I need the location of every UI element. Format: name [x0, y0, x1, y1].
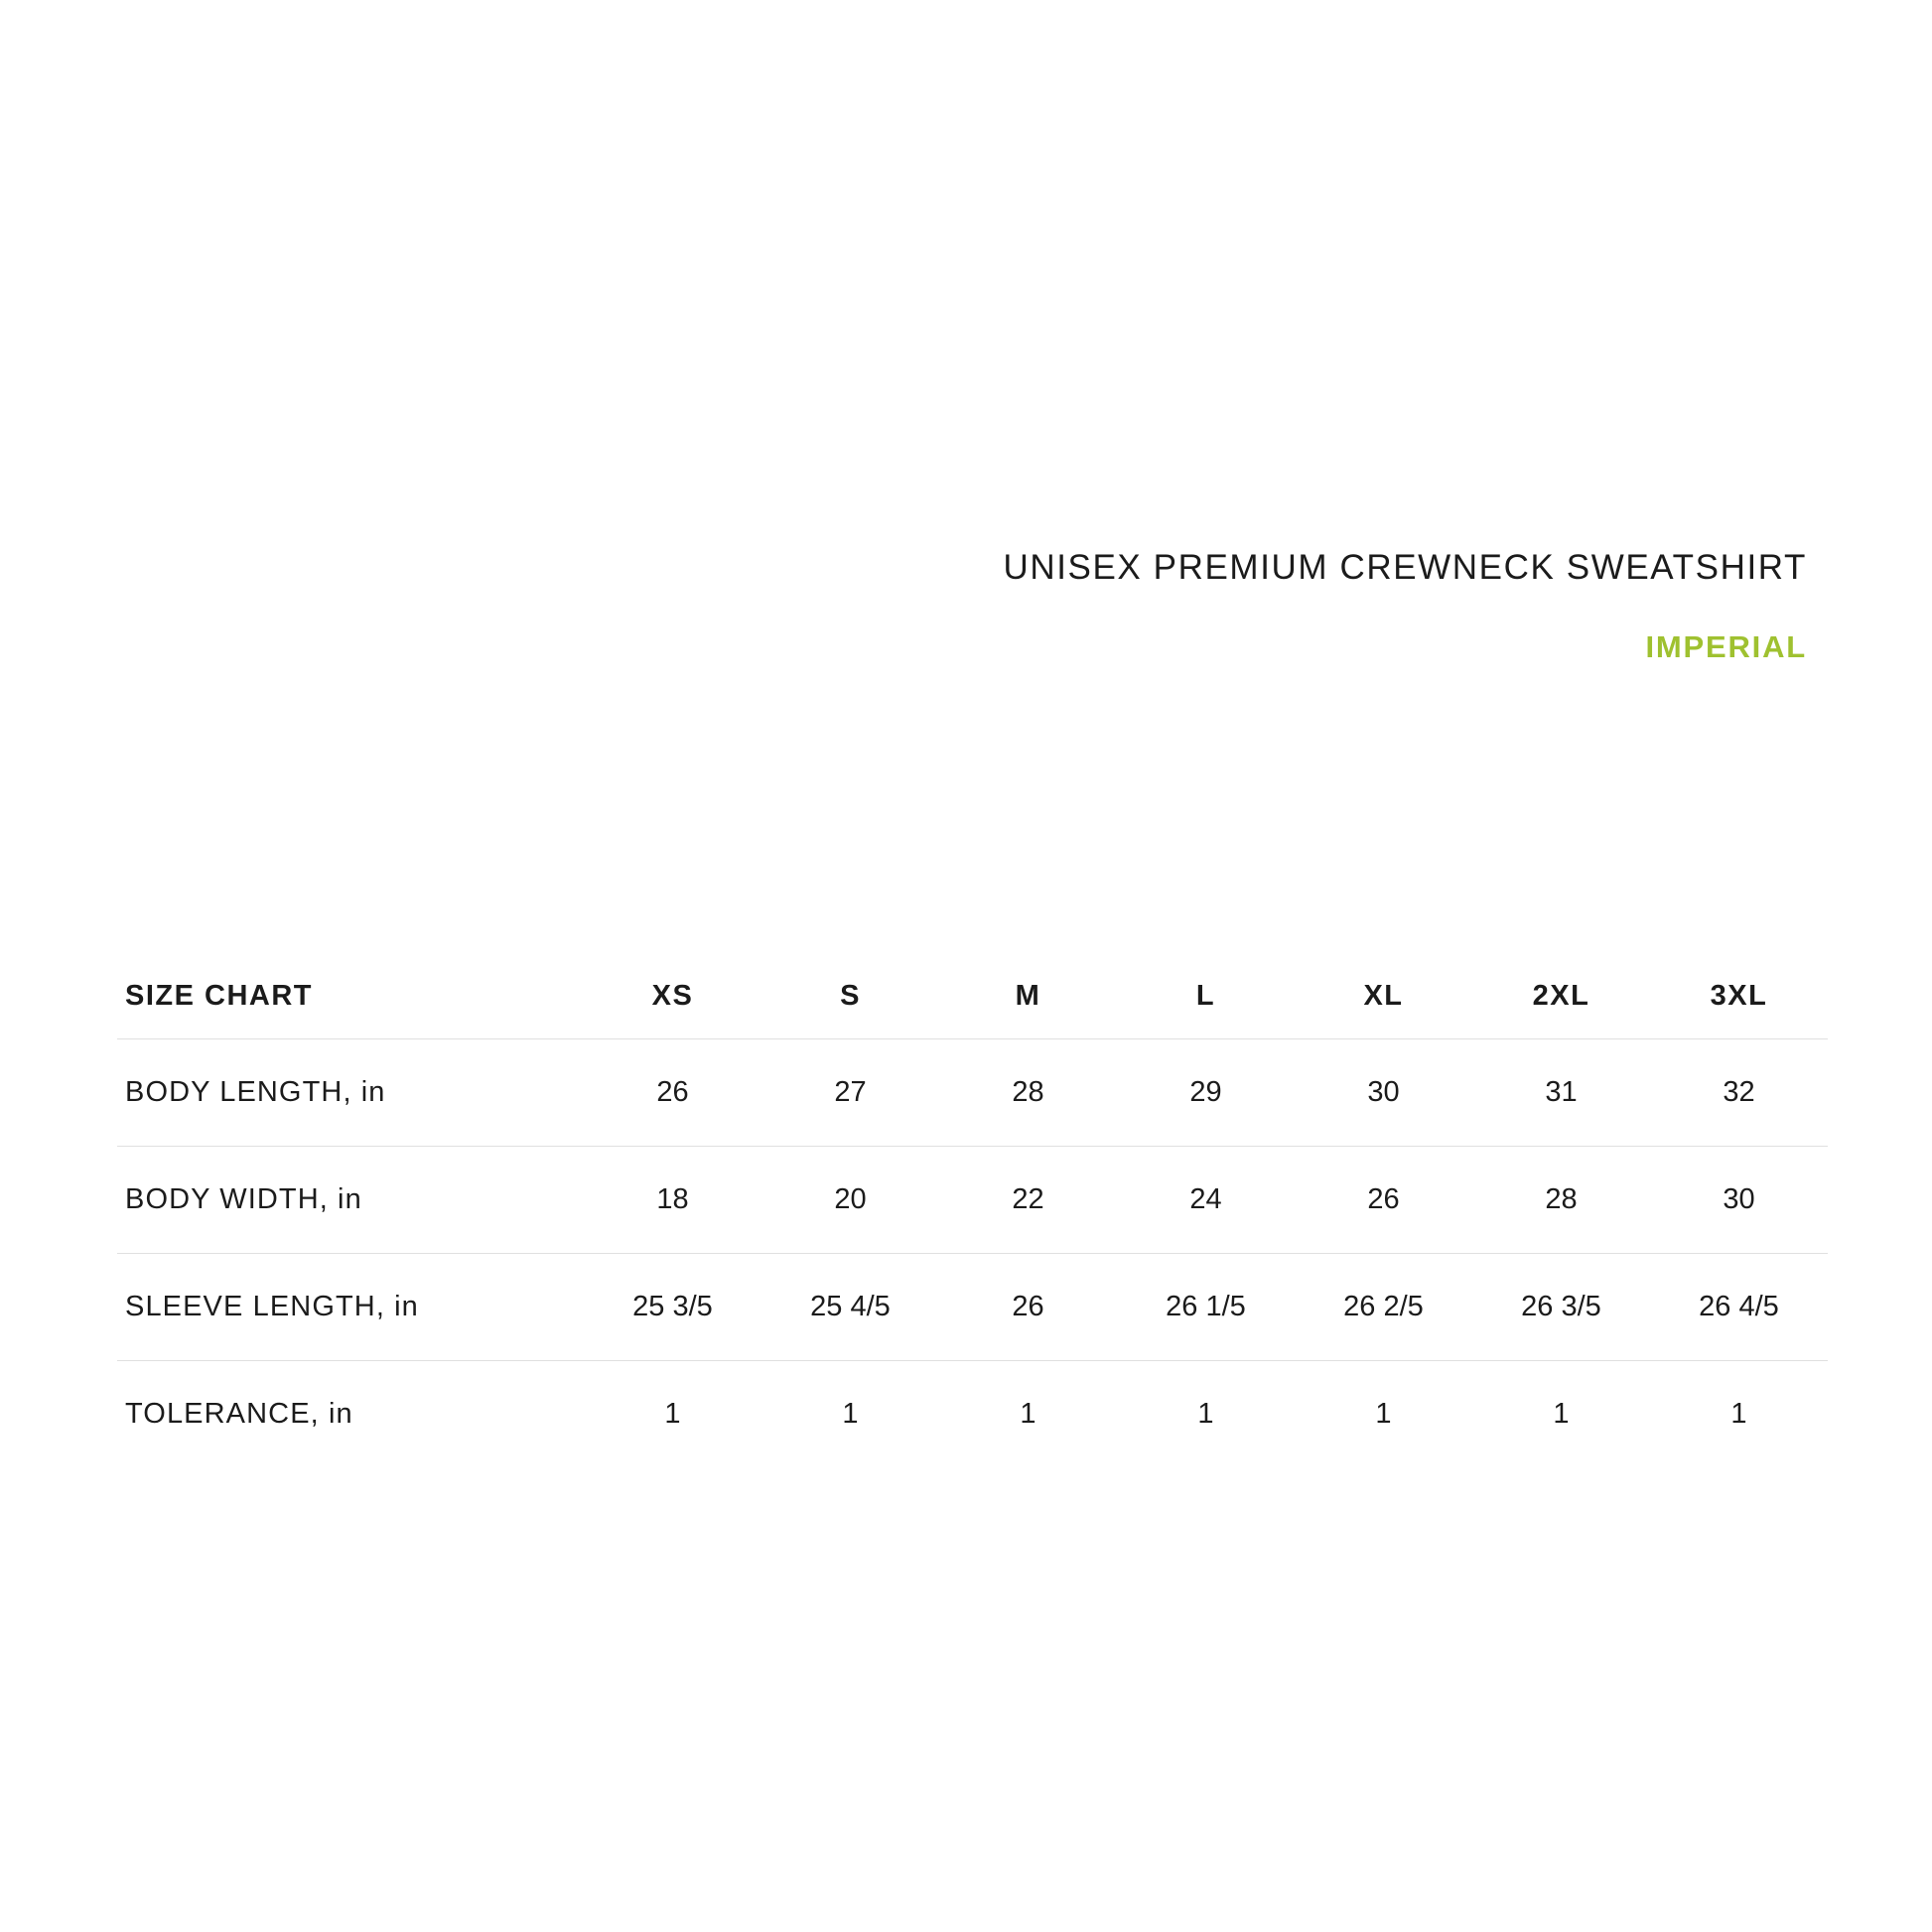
- chart-header: [1003, 548, 1807, 665]
- table-row: [117, 1254, 1828, 1361]
- size-chart-table: [117, 953, 1828, 1467]
- unit-system-label: IMPERIAL: [1645, 629, 1807, 664]
- cell-body-width-l: 24: [1189, 1183, 1222, 1215]
- cell-body-length-2xl: 31: [1545, 1076, 1578, 1108]
- cell-body-length-3xl: 32: [1723, 1076, 1755, 1108]
- column-header-l: L: [1195, 979, 1216, 1012]
- cell-tolerance-s: 1: [842, 1398, 859, 1430]
- cell-sleeve-length-s: 25 4/5: [810, 1291, 891, 1322]
- table-header: [117, 953, 1828, 1039]
- column-header-xs: XS: [651, 979, 694, 1012]
- row-label-body-length: BODY LENGTH, in: [125, 1076, 386, 1108]
- row-label-sleeve-length: SLEEVE LENGTH, in: [125, 1291, 419, 1322]
- table-header-row: [117, 953, 1828, 1039]
- cell-tolerance-m: 1: [1020, 1398, 1036, 1430]
- cell-sleeve-length-3xl: 26 4/5: [1699, 1291, 1779, 1322]
- cell-body-width-m: 22: [1012, 1183, 1044, 1215]
- cell-body-length-xl: 30: [1367, 1076, 1400, 1108]
- row-label-tolerance: TOLERANCE, in: [125, 1398, 353, 1430]
- cell-sleeve-length-xl: 26 2/5: [1343, 1291, 1424, 1322]
- table-row: [117, 1361, 1828, 1468]
- cell-sleeve-length-m: 26: [1012, 1291, 1044, 1322]
- cell-tolerance-xl: 1: [1375, 1398, 1392, 1430]
- cell-sleeve-length-2xl: 26 3/5: [1521, 1291, 1601, 1322]
- column-header-size-chart: SIZE CHART: [125, 979, 313, 1012]
- cell-sleeve-length-l: 26 1/5: [1166, 1291, 1246, 1322]
- cell-body-length-m: 28: [1012, 1076, 1044, 1108]
- cell-tolerance-3xl: 1: [1730, 1398, 1747, 1430]
- column-header-s: S: [840, 979, 861, 1012]
- cell-tolerance-2xl: 1: [1553, 1398, 1570, 1430]
- size-chart-table-wrap: [117, 953, 1827, 1467]
- page-title: UNISEX PREMIUM CREWNECK SWEATSHIRT: [1003, 548, 1807, 587]
- cell-sleeve-length-xs: 25 3/5: [632, 1291, 713, 1322]
- table-row: [117, 1147, 1828, 1254]
- cell-body-width-xs: 18: [656, 1183, 689, 1215]
- cell-body-width-3xl: 30: [1723, 1183, 1755, 1215]
- cell-tolerance-l: 1: [1197, 1398, 1214, 1430]
- cell-body-width-2xl: 28: [1545, 1183, 1578, 1215]
- column-header-xl: XL: [1363, 979, 1404, 1012]
- cell-body-length-s: 27: [834, 1076, 867, 1108]
- cell-body-length-l: 29: [1189, 1076, 1222, 1108]
- cell-tolerance-xs: 1: [664, 1398, 681, 1430]
- cell-body-width-xl: 26: [1367, 1183, 1400, 1215]
- column-header-m: M: [1015, 979, 1041, 1012]
- table-row: [117, 1039, 1828, 1147]
- cell-body-width-s: 20: [834, 1183, 867, 1215]
- cell-body-length-xs: 26: [656, 1076, 689, 1108]
- column-header-3xl: 3XL: [1710, 979, 1768, 1012]
- row-label-body-width: BODY WIDTH, in: [125, 1183, 362, 1215]
- column-header-2xl: 2XL: [1532, 979, 1590, 1012]
- table-body: [117, 1039, 1828, 1468]
